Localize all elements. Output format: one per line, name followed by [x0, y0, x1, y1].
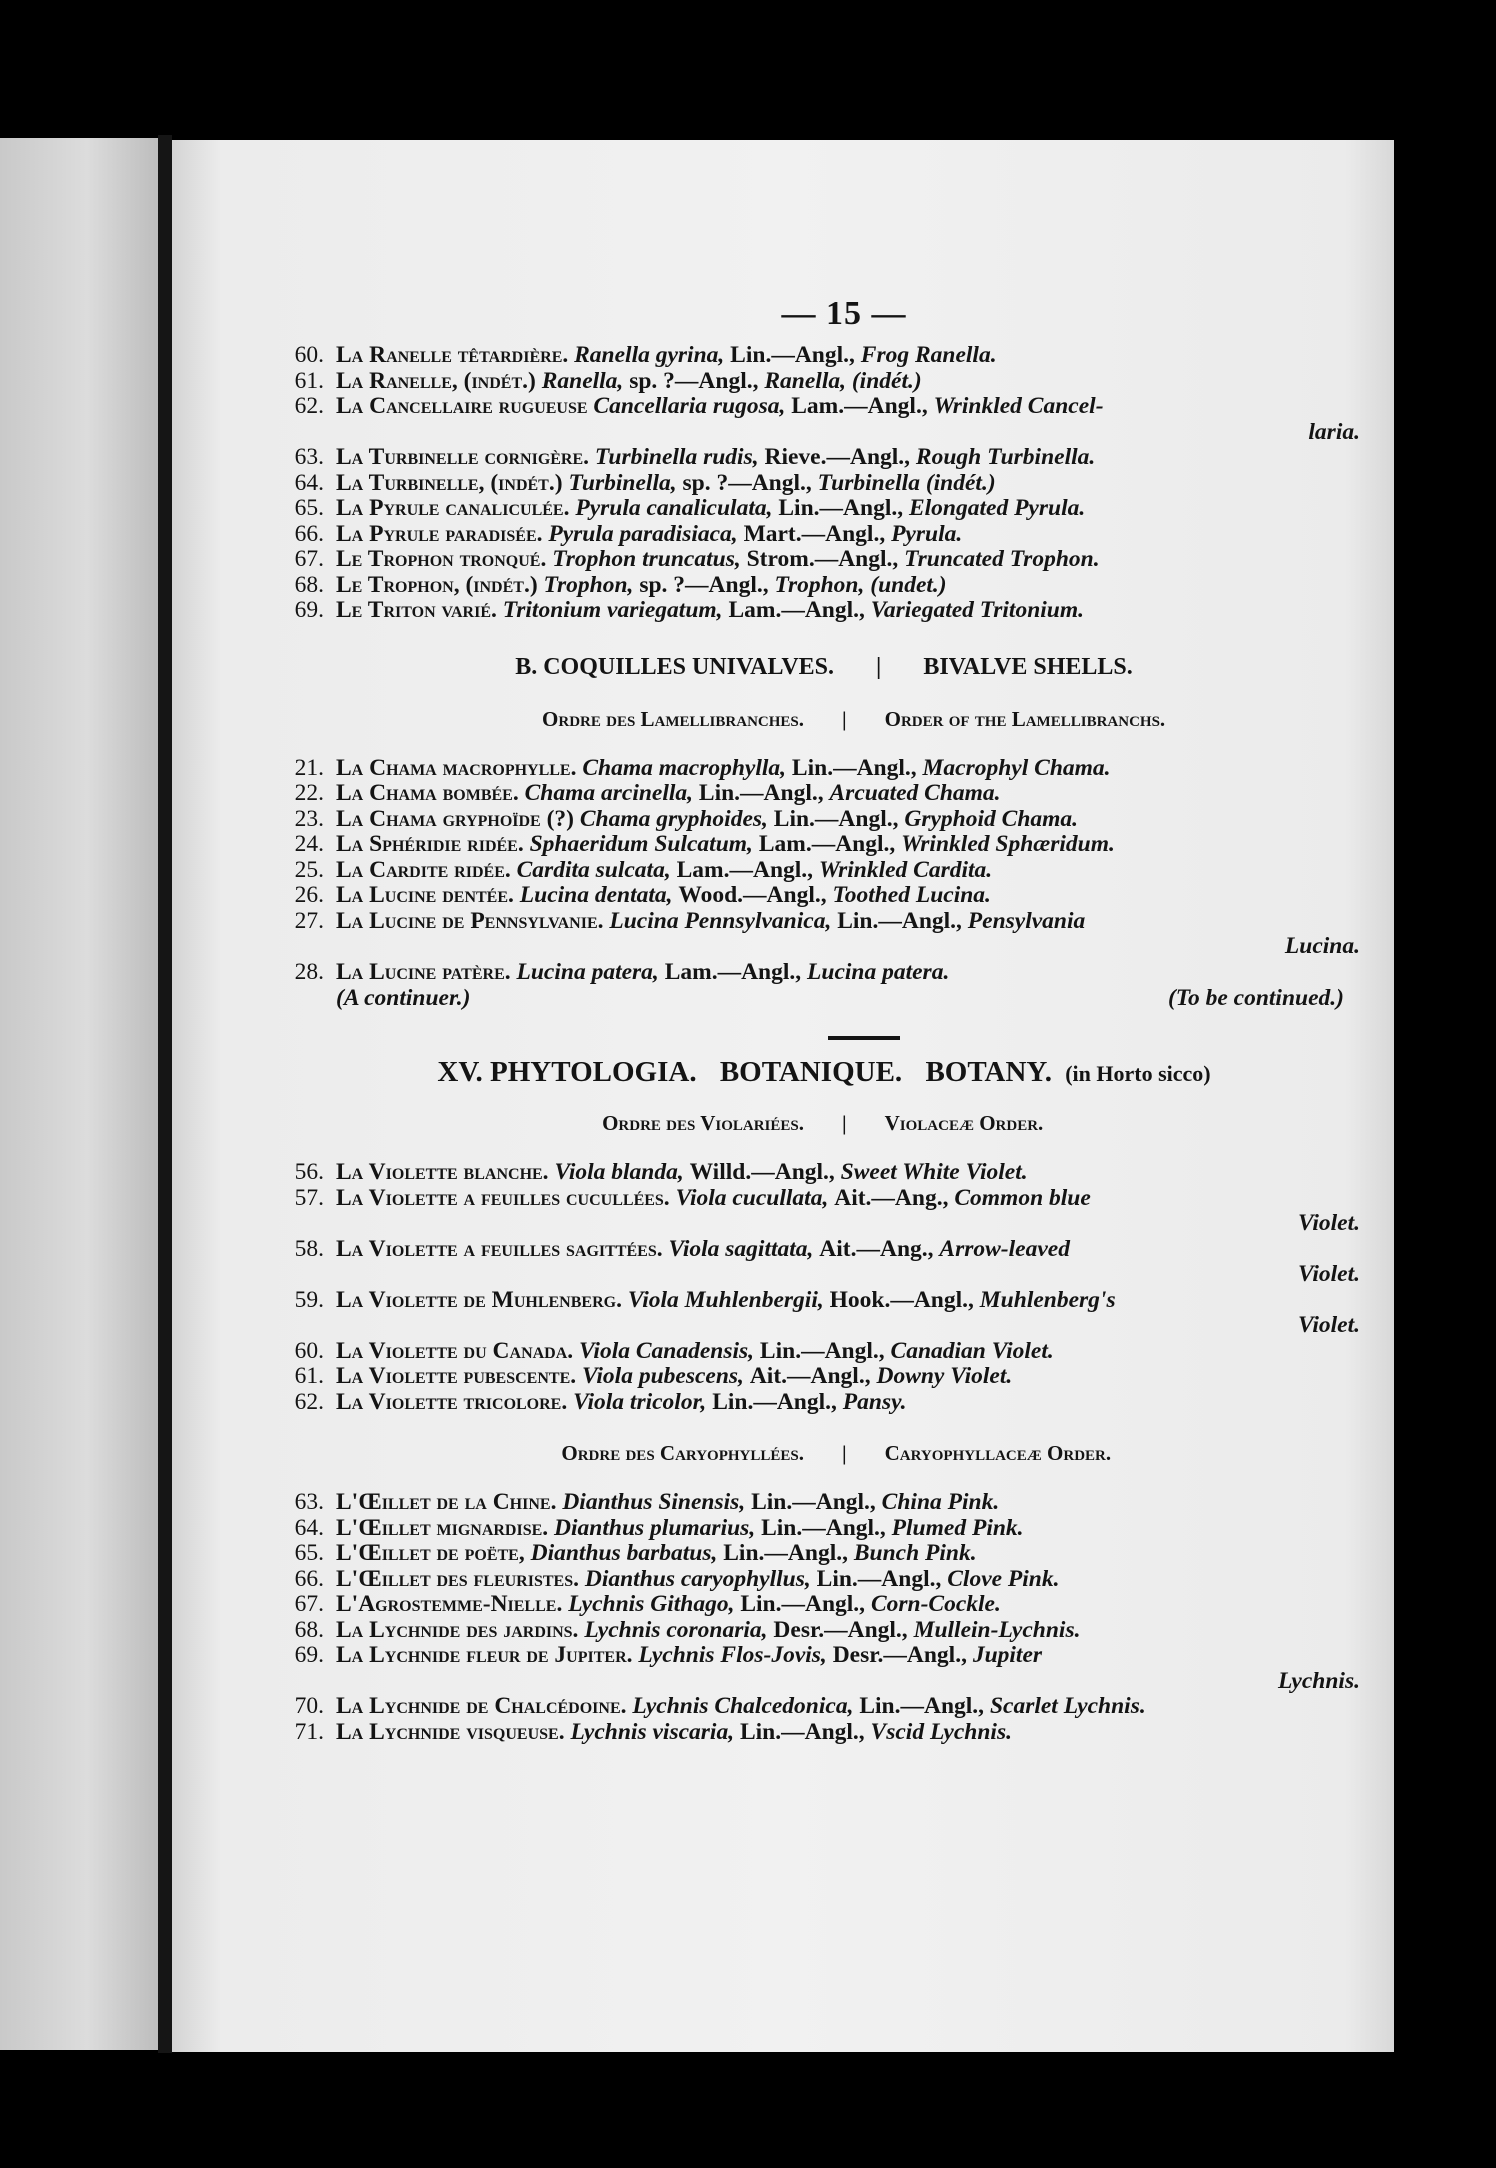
shells-heading: [284, 654, 1364, 681]
list-item: [284, 1541, 1364, 1567]
page-content: [284, 295, 1364, 1745]
latin-name: Viola sagittata,: [668, 1235, 814, 1262]
french-name: La Lucine dentée.: [336, 882, 514, 908]
english-name: Downy Violet.: [876, 1363, 1013, 1389]
authority: Lin.—Angl.,: [816, 1565, 942, 1592]
entry-text: [336, 1516, 1364, 1542]
authority: Lin.—Angl.,: [759, 1337, 885, 1364]
book-page: [172, 140, 1394, 2052]
list-item: [284, 1516, 1364, 1542]
entry-text: [336, 1390, 1364, 1416]
order-heading-fr: Ordre des Violariées.: [602, 1111, 804, 1135]
entry-text: [336, 960, 1364, 986]
authority: Lin.—Angl.,: [761, 1514, 886, 1541]
entry-text: [336, 756, 1364, 782]
latin-name: Cardita sulcata,: [516, 856, 671, 883]
entry-number: 56.: [294, 1159, 324, 1185]
latin-name: Dianthus plumarius,: [554, 1514, 756, 1541]
french-name: La Violette tricolore.: [336, 1388, 568, 1415]
botany-title-part3: BOTANY.: [925, 1056, 1052, 1088]
french-name: La Ranelle têtardière.: [336, 342, 569, 368]
entry-text: [336, 1490, 1364, 1516]
latin-name: Trophon truncatus,: [552, 546, 741, 572]
entry-number: 25.: [294, 856, 324, 883]
french-name: La Chama bombée.: [336, 780, 519, 806]
list-item: [284, 832, 1364, 858]
english-name: Frog Ranella.: [860, 342, 997, 368]
authority: Lam.—Angl.,: [791, 393, 928, 419]
authority: Wood.—Angl.,: [678, 882, 827, 908]
english-name: Plumed Pink.: [891, 1514, 1024, 1541]
entry-text: [336, 1643, 1364, 1669]
entry-number: 60.: [294, 1337, 324, 1364]
french-name: La Lucine de Pennsylvanie.: [336, 907, 604, 934]
entry-number: 64.: [294, 469, 324, 496]
list-item: [284, 1364, 1364, 1390]
english-name: Toothed Lucina.: [832, 882, 991, 908]
french-name: La Lychnide des jardins.: [336, 1616, 579, 1643]
latin-name: Lychnis Chalcedonica,: [632, 1693, 854, 1719]
english-name: Sweet White Violet.: [840, 1159, 1028, 1185]
entry-number: 23.: [294, 805, 324, 832]
latin-name: Trophon,: [543, 571, 634, 598]
english-name: Wrinkled Cardita.: [818, 856, 993, 883]
english-name: Arcuated Chama.: [829, 780, 1001, 806]
english-name: Jupiter: [972, 1642, 1043, 1668]
entry-number: 24.: [294, 831, 324, 857]
french-name: La Violette pubescente.: [336, 1363, 577, 1389]
english-name: Trophon, (undet.): [774, 571, 947, 598]
list-item: [284, 909, 1364, 935]
french-name: La Violette a feuilles cucullées.: [336, 1184, 670, 1211]
latin-name: Dianthus barbatus,: [530, 1540, 718, 1566]
authority: Lin.—Angl.,: [730, 342, 855, 368]
entry-number: 68.: [294, 1616, 324, 1643]
botany-title-part4: (in Horto sicco): [1065, 1061, 1211, 1086]
shells-heading-fr: B. COQUILLES UNIVALVES.: [515, 653, 835, 680]
bivalve-entry-list: [284, 756, 1364, 986]
violet-entry-list: [284, 1160, 1364, 1415]
entry-text: [336, 1237, 1364, 1263]
entry-text: [336, 807, 1364, 833]
entry-number: 28.: [294, 958, 324, 985]
english-name: Muhlenberg's: [979, 1286, 1116, 1313]
authority: Lin.—Angl.,: [739, 1718, 865, 1745]
authority: Lin.—Angl.,: [698, 780, 824, 806]
continue-note-fr: (A continuer.): [336, 985, 471, 1011]
authority: Lin.—Angl.,: [712, 1388, 837, 1415]
authority: Willd.—Angl.,: [689, 1159, 835, 1185]
list-item: [284, 1186, 1364, 1212]
entry-text: [336, 883, 1364, 909]
botany-title-part1: XV. PHYTOLOGIA.: [437, 1056, 697, 1088]
latin-name: Viola tricolor,: [573, 1388, 707, 1415]
latin-name: Sphaeridum Sulcatum,: [529, 831, 753, 857]
entry-number: 61.: [294, 1363, 324, 1389]
list-item: [284, 573, 1364, 599]
list-item: [284, 496, 1364, 522]
entry-number: 59.: [294, 1286, 324, 1313]
latin-name: Lucina Pennsylvanica,: [609, 907, 832, 934]
latin-name: Viola blanda,: [554, 1159, 684, 1185]
entry-text: [336, 1186, 1364, 1212]
english-name: Rough Turbinella.: [915, 444, 1096, 470]
latin-name: Ranella gyrina,: [574, 342, 725, 368]
entry-number: 64.: [294, 1514, 324, 1541]
latin-name: Cancellaria rugosa,: [593, 393, 786, 419]
list-item: [284, 1618, 1364, 1644]
latin-name: Viola pubescens,: [582, 1363, 744, 1389]
authority: Lin.—Angl.,: [791, 754, 917, 781]
french-name: La Pyrule paradisée.: [336, 520, 543, 547]
english-name: Wrinkled Cancel-: [933, 393, 1104, 419]
list-item: [284, 1160, 1364, 1186]
entry-number: 61.: [294, 367, 324, 394]
english-name: Pensylvania: [967, 907, 1086, 934]
french-name: La Sphéridie ridée.: [336, 831, 524, 857]
french-name: La Violette de Muhlenberg.: [336, 1286, 622, 1313]
entry-text: [336, 547, 1364, 573]
order-heading-en: Caryophyllaceæ Order.: [884, 1441, 1112, 1465]
entry-number: 22.: [294, 780, 324, 806]
entry-number: 63.: [294, 1489, 324, 1515]
english-name: Corn-Cockle.: [870, 1591, 1001, 1617]
top-entry-list: [284, 343, 1364, 624]
english-name-continuation: Violet.: [1297, 1210, 1360, 1236]
french-name: Le Trophon, (indét.): [336, 571, 538, 598]
english-name: Lucina patera.: [807, 958, 950, 985]
list-item: [284, 369, 1364, 395]
english-name: Wrinkled Sphæridum.: [901, 831, 1115, 857]
list-item: [284, 1288, 1364, 1314]
entry-number: 65.: [294, 1540, 324, 1566]
entry-text: [336, 369, 1364, 395]
list-item: [284, 522, 1364, 548]
english-name-continuation: Violet.: [1297, 1261, 1360, 1287]
authority: Lam.—Angl.,: [728, 597, 865, 623]
french-name: Le Trophon tronqué.: [336, 546, 547, 572]
list-item: [284, 1694, 1364, 1720]
latin-name: Lychnis Githago,: [568, 1591, 735, 1617]
entry-text: [336, 832, 1364, 858]
authority: Lin.—Angl.,: [751, 1489, 876, 1515]
botany-section-title: [284, 1056, 1364, 1089]
latin-name: Viola cucullata,: [675, 1184, 829, 1211]
entry-number: 27.: [294, 907, 324, 934]
latin-name: Chama gryphoides,: [579, 805, 768, 832]
french-name: Le Triton varié.: [336, 597, 497, 623]
english-name: Scarlet Lychnis.: [989, 1693, 1146, 1719]
authority: Lin.—Angl.,: [859, 1693, 985, 1719]
french-name: La Chama macrophylle.: [336, 754, 577, 781]
shells-heading-separator: |: [876, 653, 882, 680]
latin-name: Dianthus caryophyllus,: [584, 1565, 811, 1592]
latin-name: Lucina patera,: [516, 958, 659, 985]
latin-name: Viola Muhlenbergii,: [627, 1286, 824, 1313]
french-name: La Violette blanche.: [336, 1159, 549, 1185]
entry-number: 26.: [294, 882, 324, 908]
lamellibranch-order-heading: [284, 707, 1364, 732]
continued-notes: [284, 985, 1364, 1012]
book-gutter: [158, 135, 172, 2053]
page-number: — 15 —: [781, 295, 907, 332]
left-page-edge: [0, 138, 158, 2050]
latin-name: Viola Canadensis,: [579, 1337, 755, 1364]
latin-name: Pyrula canaliculata,: [575, 495, 773, 521]
english-name-continuation: Lucina.: [1284, 933, 1360, 959]
entry-number: 68.: [294, 571, 324, 598]
english-name: Gryphoid Chama.: [904, 805, 1079, 832]
authority: Lin.—Angl.,: [773, 805, 899, 832]
entry-text: [336, 1592, 1364, 1618]
entry-number: 21.: [294, 754, 324, 781]
entry-number: 67.: [294, 546, 324, 572]
english-name-continuation: Violet.: [1297, 1312, 1360, 1338]
botany-title-part2: BOTANIQUE.: [719, 1056, 903, 1088]
entry-text: [336, 496, 1364, 522]
french-name: La Cancellaire rugueuse: [336, 393, 588, 419]
authority: Lam.—Angl.,: [664, 958, 802, 985]
latin-name: Dianthus Sinensis,: [562, 1489, 746, 1515]
authority: sp. ?—Angl.,: [682, 469, 812, 496]
list-item: [284, 394, 1364, 420]
authority: Mart.—Angl.,: [743, 520, 886, 547]
entry-text: [336, 1541, 1364, 1567]
list-item: [284, 883, 1364, 909]
french-name: La Lychnide fleur de Jupiter.: [336, 1642, 633, 1668]
french-name: L'Agrostemme-Nielle.: [336, 1591, 563, 1617]
french-name: La Cardite ridée.: [336, 856, 511, 883]
list-item: [284, 960, 1364, 986]
english-name-continuation: laria.: [1308, 418, 1360, 445]
authority: Lam.—Angl.,: [676, 856, 814, 883]
english-name: Elongated Pyrula.: [908, 495, 1086, 521]
list-item: [284, 1643, 1364, 1669]
english-name: Variegated Tritonium.: [870, 597, 1085, 623]
entry-number: 65.: [294, 495, 324, 521]
french-name: L'Œillet des fleuristes.: [336, 1565, 579, 1592]
list-item: [284, 858, 1364, 884]
latin-name: Pyrula paradisiaca,: [548, 520, 738, 547]
list-item: [284, 756, 1364, 782]
authority: Ait.—Angl.,: [749, 1363, 871, 1389]
list-item: [284, 1390, 1364, 1416]
authority: Rieve.—Angl.,: [764, 444, 911, 470]
entry-text: [336, 394, 1364, 420]
entry-number: 58.: [294, 1235, 324, 1262]
entry-text: [336, 1694, 1364, 1720]
continue-note-en: (To be continued.): [1167, 985, 1344, 1011]
list-item: [284, 1720, 1364, 1746]
latin-name: Lychnis viscaria,: [570, 1718, 735, 1745]
entry-text: [336, 522, 1364, 548]
caryophyllaceae-entry-list: [284, 1490, 1364, 1745]
entry-text: [336, 1618, 1364, 1644]
list-item: [284, 598, 1364, 624]
latin-name: Lychnis coronaria,: [584, 1616, 768, 1643]
english-name: Macrophyl Chama.: [922, 754, 1111, 781]
entry-number: 62.: [294, 1388, 324, 1415]
section-rule: [828, 1036, 900, 1040]
entry-number: 66.: [294, 520, 324, 547]
authority: Desr.—Angl.,: [773, 1616, 908, 1643]
english-name: Truncated Trophon.: [904, 546, 1100, 572]
latin-name: Turbinella rudis,: [594, 444, 759, 470]
list-item: [284, 1567, 1364, 1593]
authority: Ait.—Ang.,: [819, 1235, 934, 1262]
authority: sp. ?—Angl.,: [639, 571, 769, 598]
entry-number: 69.: [294, 597, 324, 623]
french-name: La Ranelle, (indét.): [336, 367, 536, 394]
order-heading-separator: |: [842, 1111, 847, 1135]
authority: Lam.—Angl.,: [758, 831, 896, 857]
list-item: [284, 1339, 1364, 1365]
entry-text: [336, 1364, 1364, 1390]
entry-text: [336, 471, 1364, 497]
english-name: Arrow-leaved: [939, 1235, 1070, 1262]
english-name: Canadian Violet.: [890, 1337, 1054, 1364]
entry-text: [336, 1288, 1364, 1314]
latin-name: Ranella,: [541, 367, 624, 394]
latin-name: Chama arcinella,: [524, 780, 694, 806]
list-item: [284, 1490, 1364, 1516]
order-heading-separator: |: [842, 1441, 847, 1465]
latin-name: Chama macrophylla,: [582, 754, 787, 781]
english-name: Ranella, (indét.): [764, 367, 922, 394]
latin-name: Lychnis Flos-Jovis,: [638, 1642, 827, 1668]
french-name: L'Œillet de poëte,: [336, 1540, 525, 1566]
order-heading-separator: |: [842, 706, 847, 731]
french-name: La Lucine patère.: [336, 958, 511, 985]
english-name: China Pink.: [881, 1489, 1000, 1515]
entry-text: [336, 598, 1364, 624]
entry-text: [336, 858, 1364, 884]
latin-name: Tritonium variegatum,: [502, 597, 723, 623]
entry-number: 66.: [294, 1565, 324, 1592]
caryophyllaceae-order-heading: [284, 1441, 1364, 1466]
english-name: Clove Pink.: [947, 1565, 1060, 1592]
entry-number: 70.: [294, 1693, 324, 1719]
order-heading-en: Violaceæ Order.: [884, 1111, 1044, 1135]
list-item: [284, 1237, 1364, 1263]
entry-text: [336, 781, 1364, 807]
french-name: La Lychnide visqueuse.: [336, 1718, 565, 1745]
entry-text: [336, 1720, 1364, 1746]
english-name: Pansy.: [842, 1388, 907, 1415]
english-name-continuation: Lychnis.: [1277, 1667, 1360, 1694]
list-item: [284, 547, 1364, 573]
list-item: [284, 781, 1364, 807]
order-heading-fr: Ordre des Caryophyllées.: [561, 1441, 804, 1465]
latin-name: Turbinella,: [568, 469, 677, 496]
order-heading-fr: Ordre des Lamellibranches.: [542, 706, 804, 731]
french-name: La Pyrule canaliculée.: [336, 495, 570, 521]
entry-number: 69.: [294, 1642, 324, 1668]
entry-text: [336, 343, 1364, 369]
entry-text: [336, 1160, 1364, 1186]
authority: Lin.—Angl.,: [740, 1591, 866, 1617]
french-name: La Violette du Canada.: [336, 1337, 574, 1364]
entry-number: 71.: [294, 1718, 324, 1745]
english-name: Vscid Lychnis.: [870, 1718, 1012, 1745]
list-item: [284, 471, 1364, 497]
french-name: L'Œillet de la Chine.: [336, 1489, 557, 1515]
authority: Lin.—Angl.,: [778, 495, 904, 521]
french-name: L'Œillet mignardise.: [336, 1514, 549, 1541]
entry-number: 63.: [294, 444, 324, 470]
english-name: Common blue: [954, 1184, 1091, 1211]
entry-text: [336, 1567, 1364, 1593]
english-name: Turbinella (indét.): [817, 469, 996, 496]
shells-heading-en: BIVALVE SHELLS.: [923, 653, 1133, 680]
latin-name: Lucina dentata,: [519, 882, 673, 908]
list-item: [284, 1592, 1364, 1618]
list-item: [284, 807, 1364, 833]
entry-text: [336, 573, 1364, 599]
english-name: Bunch Pink.: [853, 1540, 977, 1566]
entry-number: 57.: [294, 1184, 324, 1211]
french-name: La Lychnide de Chalcédoine.: [336, 1693, 627, 1719]
authority: Lin.—Angl.,: [837, 907, 962, 934]
list-item: [284, 445, 1364, 471]
authority: Hook.—Angl.,: [829, 1286, 974, 1313]
french-name: La Chama gryphoïde (?): [336, 805, 574, 832]
order-heading-en: Order of the Lamellibranchs.: [884, 706, 1166, 731]
authority: Strom.—Angl.,: [746, 546, 899, 572]
authority: Ait.—Ang.,: [834, 1184, 949, 1211]
list-item: [284, 343, 1364, 369]
entry-number: 60.: [294, 342, 324, 368]
violaceae-order-heading: [284, 1111, 1364, 1136]
entry-text: [336, 1339, 1364, 1365]
entry-number: 67.: [294, 1591, 324, 1617]
entry-number: 62.: [294, 393, 324, 419]
english-name: Pyrula.: [891, 520, 963, 547]
french-name: La Violette a feuilles sagittées.: [336, 1235, 663, 1262]
authority: Lin.—Angl.,: [723, 1540, 848, 1566]
authority: sp. ?—Angl.,: [629, 367, 759, 394]
entry-text: [336, 445, 1364, 471]
english-name: Mullein-Lychnis.: [913, 1616, 1081, 1643]
french-name: La Turbinelle cornigère.: [336, 444, 590, 470]
entry-text: [336, 909, 1364, 935]
authority: Desr.—Angl.,: [832, 1642, 967, 1668]
french-name: La Turbinelle, (indét.): [336, 469, 563, 496]
